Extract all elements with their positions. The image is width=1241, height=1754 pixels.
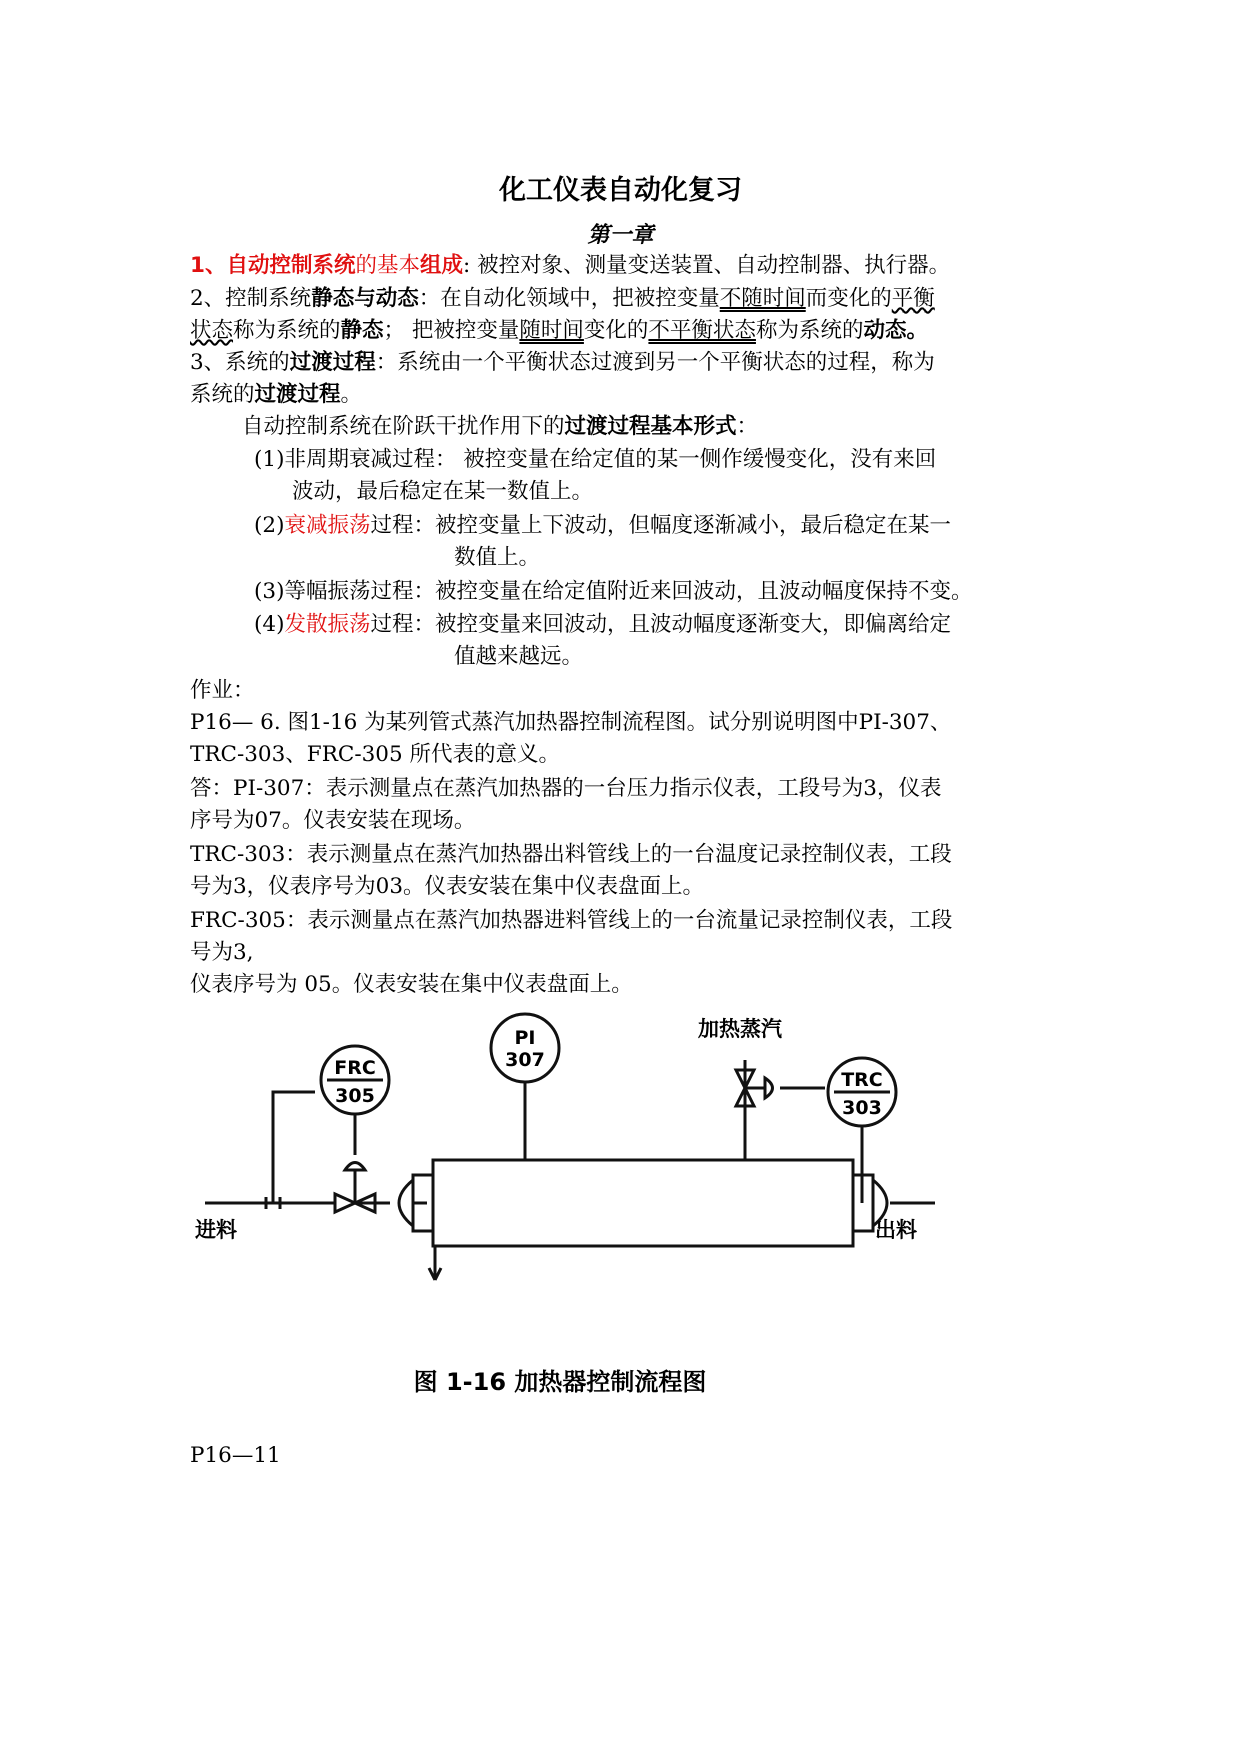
- section-2-line-2: [190, 315, 928, 347]
- steam-label: 加热蒸汽: [698, 1017, 782, 1041]
- section-3-line-3: [242, 411, 758, 443]
- form-1-line-2: 波动，最后稳定在某一数值上。: [292, 479, 594, 504]
- inlet-label: 进料: [195, 1218, 237, 1242]
- s3-term: 过渡过程: [289, 350, 376, 375]
- form-2-line-1: [254, 510, 951, 542]
- form-2-term: 衰减振荡: [284, 513, 371, 538]
- s2-text: 称为系统的: [755, 318, 864, 343]
- heater-control-diagram: [185, 1000, 935, 1410]
- frc-signal-line: [273, 1092, 315, 1203]
- form-2-line-2: 数值上。: [454, 545, 541, 570]
- s2-underlined: 不随时间: [719, 286, 806, 311]
- heater-shell: [433, 1160, 853, 1246]
- s3-term: 过渡过程: [254, 382, 341, 407]
- trc-bottom-label: 303: [842, 1097, 882, 1119]
- section-1-line: [190, 250, 950, 282]
- form-4-text: 过程：被控变量来回波动，且波动幅度逐渐变大，即偏离给定: [370, 612, 951, 637]
- s3-text: ：系统由一个平衡状态过渡到另一个平衡状态的过程，称为: [375, 350, 935, 375]
- frc-bottom-label: 305: [335, 1085, 375, 1107]
- s2-text: 变化的: [583, 318, 649, 343]
- homework-label: 作业：: [190, 678, 255, 703]
- s1-num: 1、: [190, 253, 227, 278]
- form-4-num: (4): [254, 612, 285, 637]
- s3-text: 系统的: [190, 382, 255, 407]
- answer-line-3: TRC-303：表示测量点在蒸汽加热器出料管线上的一台温度记录控制仪表，工段: [190, 842, 952, 867]
- s2-text: ：在自动化领域中，把被控变量: [418, 286, 720, 311]
- form-4-term: 发散振荡: [284, 612, 371, 637]
- s2-text: 称为系统的: [233, 318, 341, 343]
- inlet-valve-actuator: [345, 1163, 365, 1204]
- chapter-heading: 第一章: [587, 222, 654, 248]
- s2-term: 动态。: [863, 318, 928, 343]
- section-3-line-1: [190, 347, 935, 379]
- s1-term: 自动控制系统: [226, 253, 356, 278]
- form-3-line: (3)等幅振荡过程：被控变量在给定值附近来回波动，且波动幅度保持不变。: [254, 579, 973, 604]
- page-title: 化工仪表自动化复习: [499, 175, 742, 206]
- s3-term: 过渡过程基本形式: [564, 414, 737, 439]
- s2-text: 2、控制系统: [190, 286, 312, 311]
- s3-text: 3、系统的: [190, 350, 290, 375]
- form-2-num: (2): [254, 513, 285, 538]
- form-4-line-2: 值越来越远。: [454, 644, 584, 669]
- s2-text: 而变化的: [805, 286, 892, 311]
- s2-text: ； 把被控变量: [383, 318, 520, 343]
- section-3-line-2: [190, 379, 362, 411]
- s2-wavy: 状态: [190, 318, 234, 343]
- s3-text: 自动控制系统在阶跃干扰作用下的: [242, 414, 565, 439]
- question-line-1: P16— 6. 图1-16 为某列管式蒸汽加热器控制流程图。试分别说明图中PI-307、: [190, 710, 952, 735]
- vessel-left-head: [385, 1180, 413, 1226]
- s2-term: 静态与动态: [311, 286, 419, 311]
- s2-underlined: 随时间: [519, 318, 584, 343]
- pi-top-label: PI: [514, 1027, 536, 1049]
- frc-top-label: FRC: [334, 1057, 376, 1079]
- section-2-line-1: [190, 283, 935, 315]
- s2-term: 静态: [340, 318, 384, 343]
- form-1-line-1: (1)非周期衰减过程： 被控变量在给定值的某一侧作缓慢变化，没有来回: [254, 447, 937, 472]
- s2-underlined: 不平衡状态: [648, 318, 756, 343]
- answer-line-5: FRC-305：表示测量点在蒸汽加热器进料管线上的一台流量记录控制仪表，工段: [190, 908, 953, 933]
- figure-caption: 图 1-16 加热器控制流程图: [413, 1368, 707, 1396]
- s3-text: ：: [736, 414, 759, 439]
- answer-line-1: 答：PI-307：表示测量点在蒸汽加热器的一台压力指示仪表，工段号为3，仪表: [190, 776, 942, 801]
- s1-term-plain: 的基本: [355, 253, 420, 278]
- answer-line-4: 号为3，仪表序号为03。仪表安装在集中仪表盘面上。: [190, 874, 705, 899]
- s3-text: 。: [340, 382, 363, 407]
- s2-wavy: 平衡: [891, 286, 935, 311]
- answer-line-6: 号为3,: [190, 940, 254, 965]
- trc-top-label: TRC: [841, 1069, 883, 1091]
- footer-page-ref: P16—11: [190, 1443, 281, 1468]
- form-2-text: 过程：被控变量上下波动，但幅度逐渐减小，最后稳定在某一: [370, 513, 951, 538]
- pi-bottom-label: 307: [505, 1049, 545, 1071]
- flow-diagram-figure: [185, 1000, 935, 1410]
- outlet-label: 出料: [875, 1218, 917, 1242]
- answer-line-2: 序号为07。仪表安装在现场。: [190, 808, 476, 833]
- s1-rest: : 被控对象、测量变送装置、自动控制器、执行器。: [463, 253, 951, 278]
- s1-term-bold: 组成: [420, 253, 464, 278]
- form-4-line-1: [254, 609, 951, 641]
- answer-line-7: 仪表序号为 05。仪表安装在集中仪表盘面上。: [190, 972, 633, 997]
- question-line-2: TRC-303、FRC-305 所代表的意义。: [190, 742, 560, 767]
